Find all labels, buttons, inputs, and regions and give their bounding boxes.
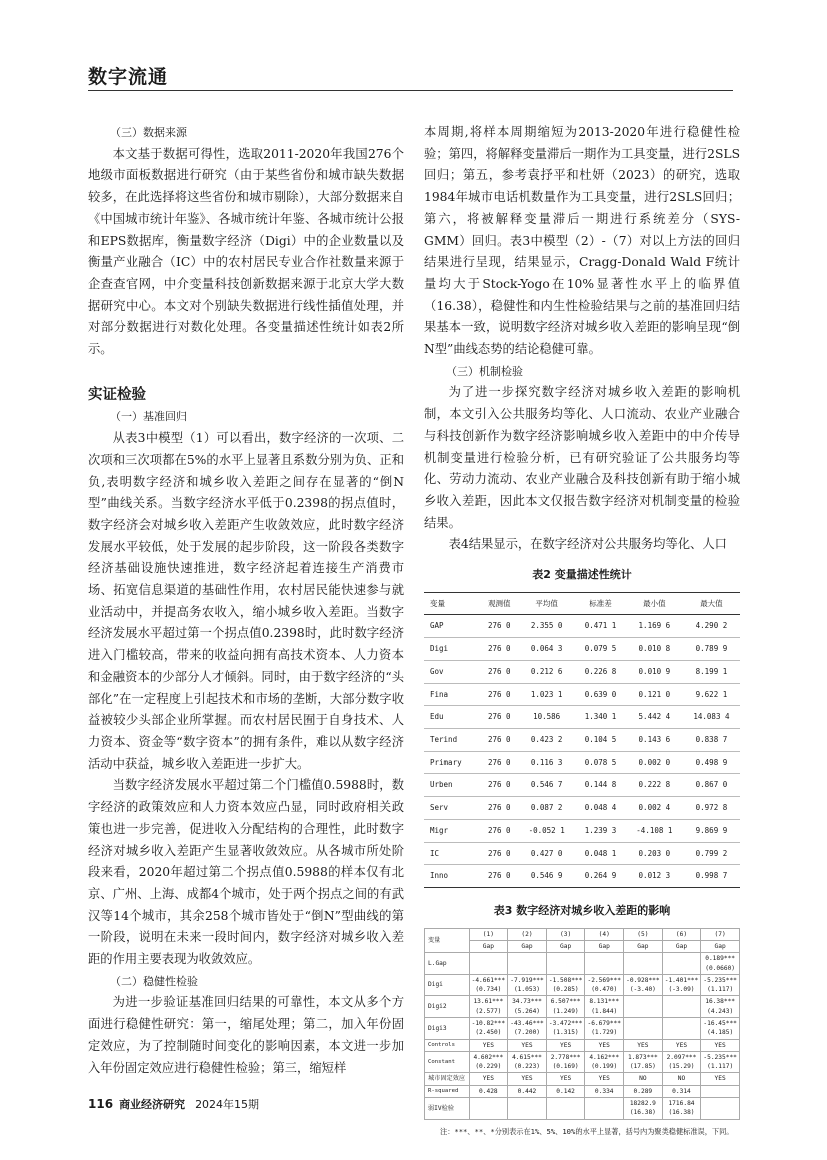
table-cell: 0.087 2 [530,803,563,813]
table3-dep-header: Gap [469,940,508,952]
table-cell: 276 0 [487,644,511,654]
table3-row-label: Digi [425,974,470,996]
table-cell [585,974,624,996]
table-cell [624,1017,663,1039]
stderr-value: (1.315) [552,1029,579,1037]
table-cell: 4.290 2 [695,621,728,631]
table-cell [662,1098,701,1120]
coef-value: 34.73*** [512,998,542,1006]
table-cell: GAP [430,621,444,631]
stderr-value: (1.053) [513,986,541,994]
coef-value: -16.45*** [703,1019,737,1027]
table-row [424,842,740,865]
stderr-value: (-3.40) [629,986,656,994]
table3-row-label: L.Gap [425,953,470,975]
table-cell [546,1017,585,1039]
table-cell: 0.471 1 [584,621,617,631]
table-cell [585,1098,624,1120]
table-cell: 9.869 9 [695,825,728,835]
table3-row-label: Digi3 [425,1017,470,1039]
table-cell: 1.169 6 [638,621,671,631]
table-cell: 0.064 3 [530,644,563,654]
table-cell: 0.002 4 [638,803,671,813]
table-cell [508,1073,547,1085]
stderr-value: (1.729) [591,1029,618,1037]
table3-dep-header: Gap [546,940,585,952]
coef-value: 16.38*** [705,998,736,1006]
stderr-value: (16.38) [629,1109,656,1117]
table-row [425,1098,740,1120]
table-cell: 276 0 [487,712,511,722]
table-cell [508,1039,547,1051]
table-row [425,1017,740,1039]
table3-dep-header: Gap [585,940,624,952]
coef-value: YES [521,1075,533,1083]
table3-note: 注：***、**、*分别表示在1%、5%、10%的水平上显著，括号内为聚类稳健标准误，下同。 [440,1126,734,1136]
table-row [424,774,740,797]
coef-value: 0.334 [594,1087,614,1095]
coef-value: 1.873*** [627,1053,658,1061]
table-cell: 0.264 9 [584,871,617,881]
table-cell: Gov [430,666,444,676]
coef-value: YES [598,1075,610,1083]
table-cell: 2.355 0 [530,621,563,631]
table-cell [585,953,624,975]
header-rule [88,90,733,91]
table3-dep-header: Gap [624,940,663,952]
table-cell [701,1039,740,1051]
table3-dep-row [425,940,740,952]
table-cell [701,1073,740,1085]
table-cell: 0.010 8 [638,644,671,654]
table3-model-header: (3) [546,928,585,940]
table-cell: 0.972 8 [695,803,728,813]
coef-value: 0.314 [672,1087,691,1095]
table-cell [624,1039,663,1051]
coef-value: NO [639,1075,647,1083]
table-cell: 0.143 6 [638,734,671,744]
table-cell [701,1085,740,1097]
table-cell: 276 0 [487,666,511,676]
table-cell [546,1039,585,1051]
heading-empirical: 实证检验 [88,386,146,403]
table-cell [701,1098,740,1120]
table2-header-cell: 观测值 [487,598,511,608]
table2-header-cell: 平均值 [535,598,558,608]
table-cell: 0.423 2 [530,734,563,744]
coef-value: 13.61*** [473,998,504,1006]
table-cell [662,1017,701,1039]
table-cell [469,1085,508,1097]
table-cell: 8.199 1 [695,666,728,676]
table3-row-label: Controls [425,1039,470,1051]
coef-value: YES [521,1041,533,1049]
coef-value: YES [598,1041,610,1049]
table-row [425,974,740,996]
table-cell: 0.012 3 [638,871,671,881]
table-cell [624,996,663,1018]
table-cell [546,1073,585,1085]
table-cell [624,1085,663,1097]
coef-value: YES [714,1041,726,1049]
table-cell [624,1098,663,1120]
table3-dep-header: Gap [508,940,547,952]
table3-model-header: (7) [701,928,740,940]
stderr-value: (-3.09) [668,986,695,994]
coef-value: 4.162*** [589,1053,620,1061]
table-cell: 276 0 [487,734,511,744]
coef-value: -43.46*** [510,1019,544,1027]
page-number: 116 [88,1097,114,1111]
table-cell: 9.622 1 [695,689,728,699]
coef-value: 2.097*** [666,1053,697,1061]
table-cell [585,1085,624,1097]
table3-row-label: 弱IV检验 [425,1098,470,1120]
coef-value: YES [560,1075,572,1083]
table-cell [701,1017,740,1039]
table-cell [662,1073,701,1085]
table-cell: 0.998 7 [695,871,728,881]
coef-value: 4.615*** [512,1053,542,1061]
table-cell [469,996,508,1018]
stderr-value: (4.243) [707,1007,734,1015]
table-row [424,638,740,661]
table-row [425,1073,740,1085]
table-cell: 276 0 [487,848,511,858]
table-cell: 1.239 3 [584,825,617,835]
table-cell: 14.083 4 [693,712,730,722]
table-cell [546,974,585,996]
table-row [425,1051,740,1073]
paragraph-data-source: 本文基于数据可得性，选取2011-2020年我国276个地级市面板数据进行研究（由于某些省份和城市缺失数据较多，在此选择将这些省份和城市剔除），大部分数据来自《中国城市统计年鉴》、各城市统计年鉴、各城市统计公报和EPS数据库，衡量数字经济（Digi）中的企业数量以及衡量产业融合（IC）中的农村居民专业合作社数量来源于企查查官网，中介变量科技创新数据来源于北京大学大数据研究中心。本文对个别缺失数据进行线性插值处理，并对部分数据进行对数化处理。各变量描述性统计如表2所示。 [88,146,404,357]
table-cell [585,1017,624,1039]
coef-value: 0.289 [633,1087,653,1095]
table-cell [662,953,701,975]
stderr-value: (4.185) [707,1029,734,1037]
stderr-value: (1.117) [707,1063,734,1071]
paragraph-table4: 表4结果显示，在数字经济对公共服务均等化、人口 [448,537,727,552]
table-cell [585,996,624,1018]
table-cell: 1.340 1 [584,712,617,722]
stderr-value: (0.169) [552,1063,579,1071]
paragraph-mechanism: 为了进一步探究数字经济对城乡收入差距的影响机制，本文引入公共服务均等化、人口流动、农业产业融合与科技创新作为数字经济影响城乡收入差距中的中介传导机制变量进行检验分析，已有研究验证了公共服务均等化、劳动力流动、农业产业融合及科技创新有助于缩小城乡收入差距，因此本文仅报告数字经济对机制变量的检验结果。 [424,385,740,530]
coef-value: 0.442 [517,1087,537,1095]
table-row [424,706,740,729]
table-cell: 0.121 0 [638,689,671,699]
table-cell: 0.226 8 [584,666,617,676]
table-cell [546,1098,585,1120]
coef-value: YES [714,1075,726,1083]
table-cell: Primary [430,757,462,767]
table-cell: 0.639 0 [584,689,617,699]
coef-value: 0.189*** [705,955,736,963]
table3-row-label: R-squared [425,1085,470,1097]
table-cell [662,1039,701,1051]
coef-value: 8.131*** [589,998,620,1006]
table-cell: 0.799 2 [695,848,728,858]
table-row [424,660,740,683]
table-cell [508,953,547,975]
table-row [424,615,740,638]
table2-header-cell: 最大值 [700,598,723,608]
table-row [425,996,740,1018]
table-cell [469,1098,508,1120]
coef-value: 18282.9 [629,1100,656,1108]
table2-header-row [424,592,740,615]
coef-value: 1716.84 [668,1100,695,1108]
table-cell [701,1051,740,1073]
table-cell [585,1073,624,1085]
table-cell [662,974,701,996]
table2-header-cell: 变量 [430,598,445,608]
coef-value: -3.472*** [548,1019,583,1027]
table-cell: 0.222 8 [638,780,671,790]
table-cell: 0.212 6 [530,666,563,676]
table3-row-label: Digi2 [425,996,470,1018]
journal-name: 商业经济研究 [119,1098,186,1111]
coef-value: 2.778*** [550,1053,581,1061]
coef-value: -2.569*** [587,976,621,984]
table3-model-header: (2) [508,928,547,940]
table-cell: -4.108 1 [636,825,673,835]
table-cell [469,1017,508,1039]
table-row [425,1039,740,1051]
table-cell: 1.023 1 [530,689,563,699]
table3-model-header: (1) [469,928,508,940]
table3-model-header: (5) [624,928,663,940]
coef-value: 4.602*** [473,1053,504,1061]
table-cell: 276 0 [487,825,511,835]
table-row [424,819,740,842]
table-cell: 276 0 [487,621,511,631]
table-cell [701,974,740,996]
table-row [424,751,740,774]
table-cell: 0.546 7 [530,780,563,790]
table-cell [508,1098,547,1120]
table-cell: 10.586 [533,712,561,722]
table3-row-label: Constant [425,1051,470,1073]
coef-value: YES [675,1041,688,1049]
table-cell [469,1039,508,1051]
table-cell: 276 0 [487,757,511,767]
table-cell: 0.427 0 [530,848,563,858]
left-column [88,122,404,1079]
table-cell: 0.079 5 [584,644,617,654]
table-cell: 276 0 [487,803,511,813]
stderr-value: (1.249) [552,1007,579,1015]
coef-value: NO [677,1075,686,1083]
table-cell: 0.116 3 [530,757,563,767]
table3-model-header: (6) [662,928,701,940]
table3-model-header: (4) [585,928,624,940]
table-cell: 0.789 9 [695,644,728,654]
page-footer [88,1096,259,1112]
stderr-value: (2.577) [475,1007,502,1015]
coef-value: -5.235*** [703,1053,737,1061]
stderr-value: (0.734) [475,986,502,994]
stderr-value: (0.285) [552,986,579,994]
coef-value: -6.679*** [587,1019,621,1027]
table2-caption: 表2 变量描述性统计 [532,568,632,582]
coef-value: YES [482,1041,494,1049]
table-cell: Fina [430,689,449,699]
table-cell [469,1051,508,1073]
coef-value: -1.401*** [664,976,699,984]
table-cell: Edu [430,712,444,722]
table-cell [469,1073,508,1085]
table-row [424,797,740,820]
table-cell: 276 0 [487,689,511,699]
table-cell: 0.104 5 [584,734,617,744]
table-row [425,1085,740,1097]
paragraph-robustness: 为进一步验证基准回归结果的可靠性，本文从多个方面进行稳健性研究：第一，缩尾处理；第二，加入年份固定效应，为了控制随时间变化的影响因素，本文进一步加入年份固定效应进行稳健性检验；第三，缩短样 [88,995,404,1075]
table-cell: Migr [430,825,449,835]
table-cell: 5.442 4 [638,712,671,722]
paragraph-robustness-cont: 本周期,将样本周期缩短为2013-2020年进行稳健性检验；第四，将解释变量滞后一期作为工具变量，进行2SLS回归；第五，参考袁抒平和杜妍（2023）的研究，选取1984年城市电话机数量作为工具变量，进行2SLS回归；第六，将被解释变量滞后一期进行系统差分（SYS-GMM）回归。表3中模型（2）-（7）对以上方法的回归结果进行呈现，结果显示，Cragg-Donald Wald F统计量均大于Stock-Yogo在10%显著性水平上的临界值（16.38），稳健性和内生性检验结果与之前的基准回归结果基本一致，说明数字经济对城乡收入差距的影响呈现“倒N型”曲线态势的结论稳健可靠。 [424,125,740,357]
table2-header-cell: 标准差 [589,598,612,608]
table-cell: 276 0 [487,780,511,790]
section-mechanism: （三）机制检验 [446,364,523,378]
section-data-source: （三）数据来源 [110,126,187,139]
table-cell [662,996,701,1018]
table-cell: IC [430,848,440,858]
coef-value: YES [482,1075,494,1083]
table-cell [546,953,585,975]
coef-value: -7.919*** [510,976,544,984]
section-robustness: （二）稳健性检验 [110,974,198,988]
stderr-value: (16.38) [668,1109,695,1117]
coef-value: -10.82*** [471,1019,506,1027]
stderr-value: (0.223) [513,1063,541,1071]
table-cell: Terind [430,734,458,744]
table3-dep-header: Gap [701,940,740,952]
stderr-value: (0.229) [475,1063,502,1071]
table3-row-label: 城市固定效应 [425,1073,470,1085]
table-cell [546,996,585,1018]
table-cell: Serv [430,803,449,813]
table-cell: 0.838 7 [695,734,728,744]
table-row [425,953,740,975]
table-cell: 276 0 [487,871,511,881]
table-row [424,683,740,706]
stderr-value: (15.29) [668,1063,695,1071]
header-title: 数字流通 [88,66,169,88]
right-column [424,122,740,1137]
table-cell: 0.498 9 [695,757,728,767]
table3-var-header: 变量 [425,928,470,953]
coef-value: 0.142 [556,1087,575,1095]
stderr-value: (0.199) [591,1063,618,1071]
table-row [424,728,740,751]
table-cell: 0.002 0 [638,757,671,767]
table-cell [585,1039,624,1051]
coef-value: -1.508*** [548,976,583,984]
table-cell [469,953,508,975]
table-cell: 0.010 9 [638,666,671,676]
table-cell: -0.052 1 [528,825,565,835]
table-cell [624,953,663,975]
coef-value: -0.928*** [626,976,660,984]
coef-value: -4.661*** [471,976,506,984]
table-cell [508,1085,547,1097]
section-baseline: （一）基准回归 [110,410,187,424]
table3-dep-header: Gap [662,940,701,952]
stderr-value: (5.264) [513,1007,541,1015]
table-cell: 0.546 9 [530,871,563,881]
table-cell [701,953,740,975]
paragraph-baseline-1: 从表3中模型（1）可以看出，数字经济的一次项、二次项和三次项都在5%的水平上显著且系数分别为负、正和负,表明数字经济和城乡收入差距之间存在显著的“倒N型”曲线关系。当数字经济水平低于0.2398的拐点值时，数字经济会对城乡收入差距产生收敛效应，此时数字经济发展水平较低，处于发展的起步阶段，这一阶段各类数字经济基础设施快速推进，数字经济起着连接生产消费市场、拓宽信息渠道的基础性作用，农村居民能快速参与就业活动中，并提高务农收入，缩小城乡收入差距。当数字经济发展水平超过第一个拐点值0.2398时，此时数字经济进入门槛较高，带来的收益向拥有高技术资本、人力资本和金融资本的少部分人才倾斜。同时，由于数字经济的“头部化”在一定程度上引起技术和市场的垄断，大部分数字收益被较少头部企业所掌握。而农村居民囿于自身技术、人力资本、资金等“数字资本”的拥有条件，难以从数字经济活动中获益，城乡收入差距进一步扩大。 [88,431,404,771]
table3-header-row [425,928,740,940]
table-cell: 0.048 4 [584,803,617,813]
table-cell: Urben [430,780,453,790]
stderr-value: (0.470) [591,986,618,994]
table-cell [662,1051,701,1073]
table-cell [508,996,547,1018]
table-cell [662,1085,701,1097]
stderr-value: (0.0660) [705,964,736,972]
stderr-value: (1.844) [591,1007,618,1015]
table2 [424,592,740,888]
table-cell [624,1073,663,1085]
table-cell: 0.203 0 [638,848,671,858]
table-cell [508,974,547,996]
table-cell: Inno [430,871,449,881]
table-cell: 0.144 8 [584,780,617,790]
coef-value: 6.507*** [550,998,581,1006]
table-cell [469,974,508,996]
table-cell [624,974,663,996]
table2-header-cell: 最小值 [643,598,666,608]
table-cell: 0.867 0 [695,780,728,790]
coef-value: YES [637,1041,649,1049]
table-cell [546,1085,585,1097]
table3-caption: 表3 数字经济对城乡收入差距的影响 [493,903,671,917]
table-cell: 0.078 5 [584,757,617,767]
coef-value: -5.235*** [703,976,737,984]
table-cell: 0.048 1 [584,848,617,858]
table-cell [624,1051,663,1073]
paragraph-baseline-2: 当数字经济发展水平超过第二个门槛值0.5988时，数字经济的政策效应和人力资本效应凸显，同时政府相关政策也进一步完善，促进收入分配结构的合理性，此时数字经济对城乡收入差距产生显著收敛效应。从各城市所处阶段来看，2020年超过第二个拐点值0.5988的样本仅有北京、广州、上海、成都4个城市，处于两个拐点之间的有武汉等14个城市，其余258个城市皆处于“倒N”型曲线的第一阶段，说明在未来一段时间内，数字经济对城乡收入差距的作用主要表现为收敛效应。 [88,778,404,967]
table-cell [546,1051,585,1073]
stderr-value: (7.200) [513,1029,541,1037]
stderr-value: (17.85) [629,1063,656,1071]
coef-value: YES [560,1041,572,1049]
table3 [424,928,740,1120]
stderr-value: (1.117) [707,986,734,994]
table-row [424,865,740,888]
table-cell [701,996,740,1018]
coef-value: 0.428 [479,1087,498,1095]
journal-issue: 2024年15期 [195,1098,260,1111]
table-cell [508,1051,547,1073]
stderr-value: (2.450) [475,1029,502,1037]
table-cell [585,1051,624,1073]
table-cell [508,1017,547,1039]
table-cell: Digi [430,644,449,654]
